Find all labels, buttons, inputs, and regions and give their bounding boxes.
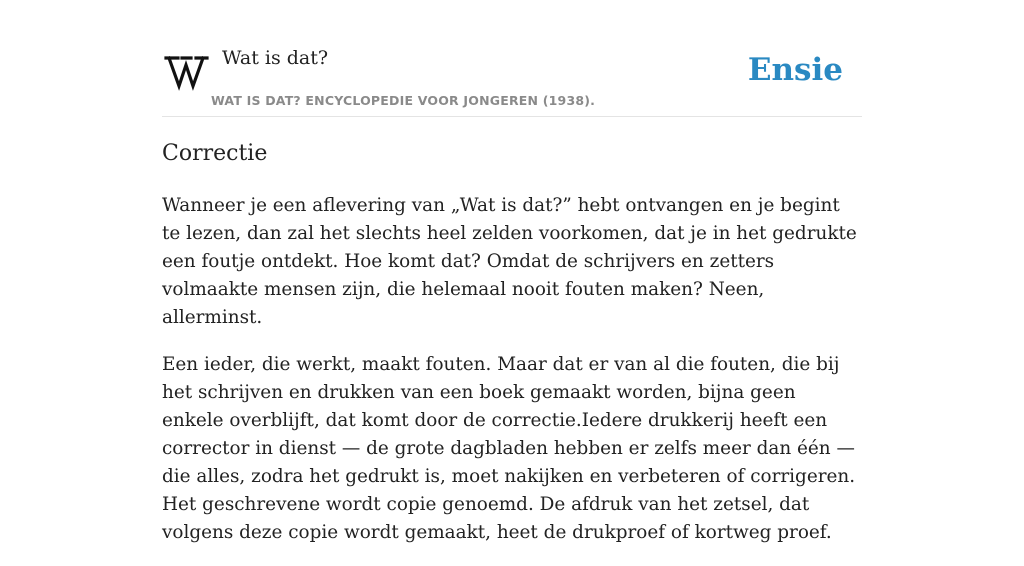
article-body xyxy=(162,192,862,566)
article-paragraph: Wanneer je een aflevering van „Wat is dat?” hebt ontvangen en je begint te lezen, dan zal het slechts heel zelden voorkomen, dat je in het gedrukte een foutje ontdekt. Hoe komt dat? Omdat de schrijvers en zetters volmaakte mensen zijn, die helemaal nooit fouten maken? Neen, allerminst. xyxy=(162,195,857,328)
source-citation: WAT IS DAT? ENCYCLOPEDIE VOOR JONGEREN (1938). xyxy=(211,93,596,108)
work-title[interactable]: Wat is dat? xyxy=(222,47,329,69)
article-paragraph: Een ieder, die werkt, maakt fouten. Maar dat er van al die fouten, die bij het schrijven en drukken van een boek gemaakt worden, bijna geen enkele overblijft, dat komt door de correctie.Iedere drukkerij heeft een corrector in dienst — de grote dagbladen hebben er zelfs meer dan één — die alles, zodra het gedrukt is, moet nakijken en verbeteren of corrigeren. Het geschrevene wordt copie genoemd. De afdruk van het zetsel, dat volgens deze copie wordt gemaakt, heet de drukproef of kortweg proef. xyxy=(162,354,856,543)
wikisource-w-icon xyxy=(165,52,207,90)
article-headword: Correctie xyxy=(162,141,268,166)
header xyxy=(162,0,862,117)
brand-logo-text[interactable]: Ensie xyxy=(747,52,843,88)
